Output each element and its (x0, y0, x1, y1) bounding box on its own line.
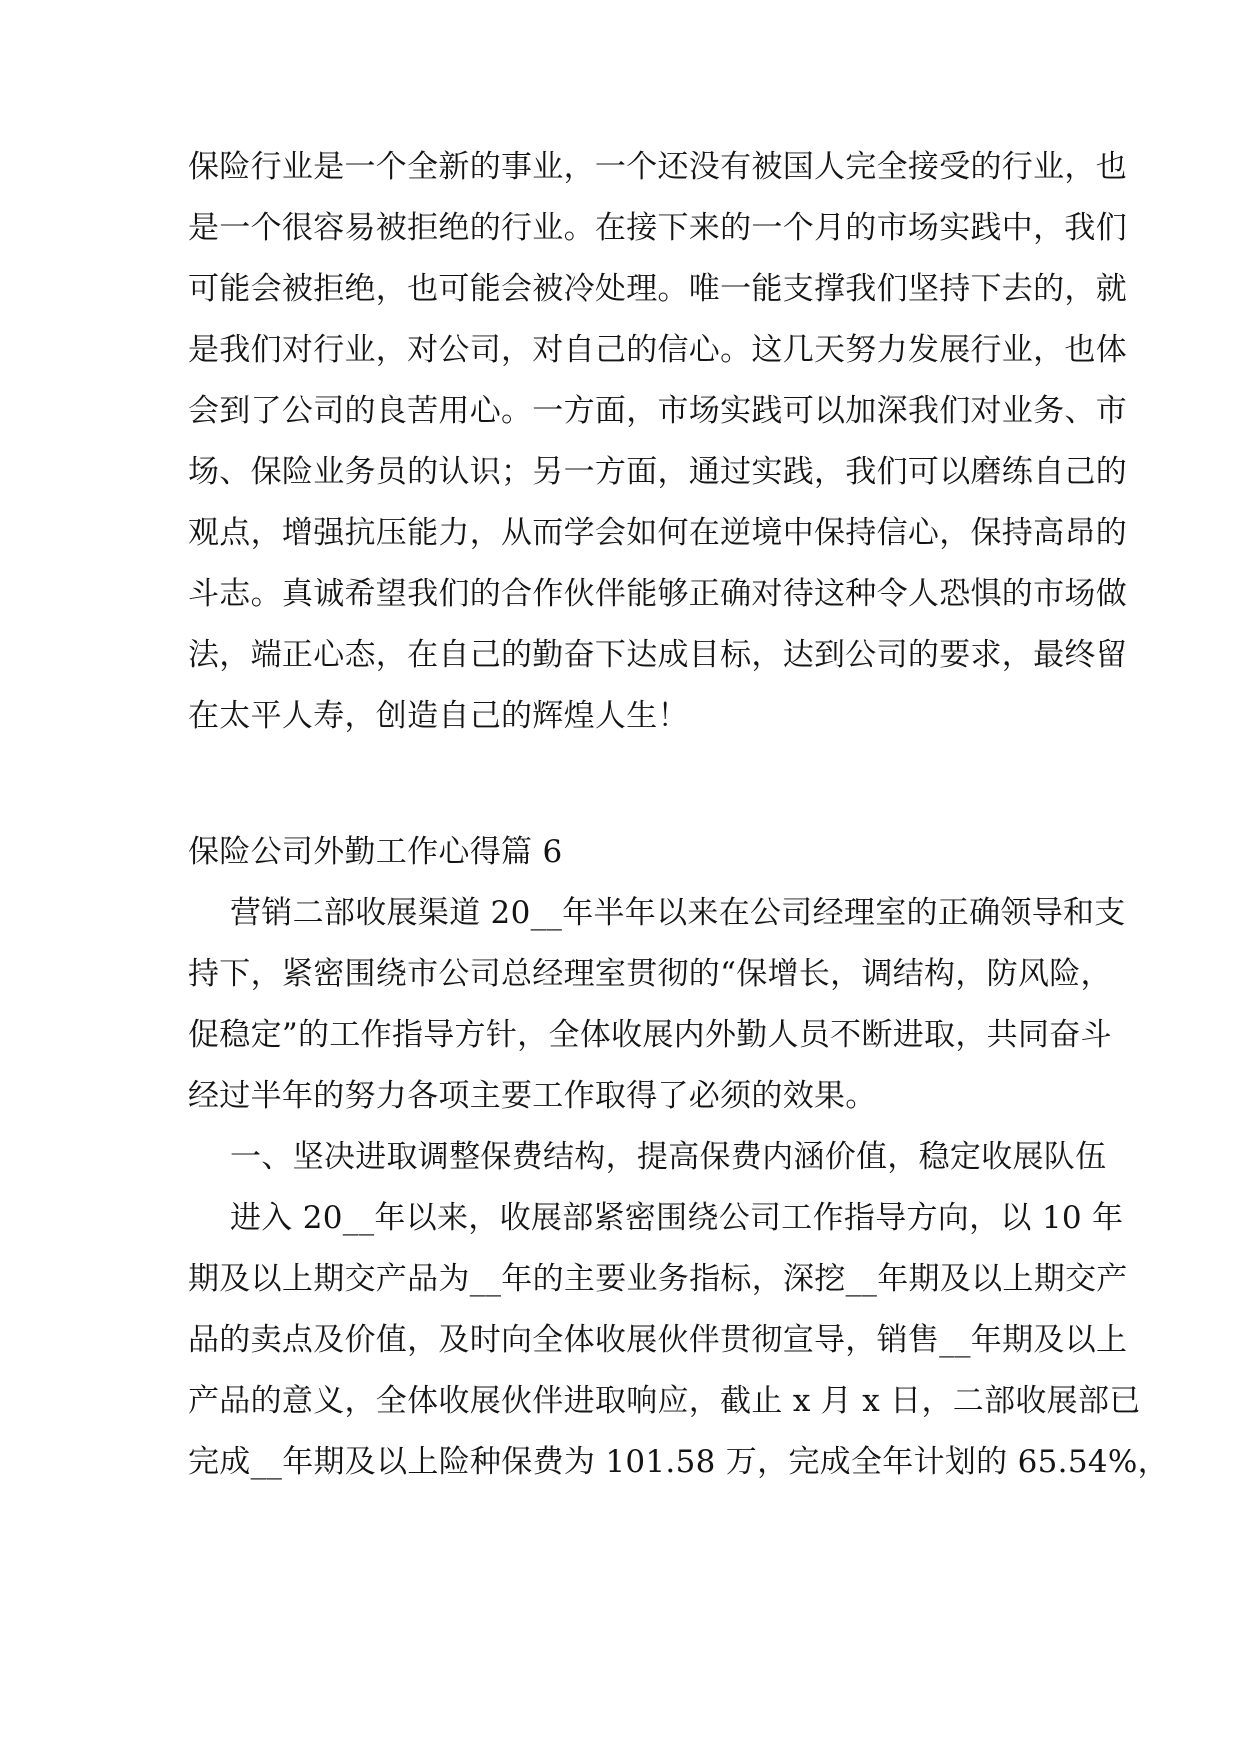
paragraph-line: 持下，紧密围绕市公司总经理室贯彻的“保增长，调结构，防风险， (188, 956, 1112, 992)
paragraph-line: 法，端正心态，在自己的勤奋下达成目标，达到公司的要求，最终留 (188, 637, 1127, 673)
paragraph-line: 斗志。真诚希望我们的合作伙伴能够正确对待这种令人恐惧的市场做 (188, 576, 1127, 612)
paragraph-line: 促稳定”的工作指导方针，全体收展内外勤人员不断进取，共同奋斗 (188, 1017, 1112, 1053)
paragraph-line: 期及以上期交产品为__年的主要业务指标，深挖__年期及以上期交产 (188, 1261, 1128, 1297)
paragraph-line: 观点，增强抗压能力，从而学会如何在逆境中保持信心，保持高昂的 (188, 515, 1127, 551)
paragraph-line: 完成__年期及以上险种保费为 101.58 万，完成全年计划的 65.54%， (188, 1444, 1169, 1480)
paragraph-line: 是我们对行业，对公司，对自己的信心。这几天努力发展行业，也体 (188, 332, 1127, 368)
paragraph-line: 保险行业是一个全新的事业，一个还没有被国人完全接受的行业，也 (188, 149, 1127, 185)
paragraph-line: 进入 20__年以来，收展部紧密围绕公司工作指导方向，以 10 年 (230, 1200, 1124, 1236)
paragraph-line: 营销二部收展渠道 20__年半年以来在公司经理室的正确领导和支 (230, 895, 1126, 931)
subheading: 一、坚决进取调整保费结构，提高保费内涵价值，稳定收展队伍 (230, 1139, 1107, 1175)
paragraph-line: 会到了公司的良苦用心。一方面，市场实践可以加深我们对业务、市 (188, 393, 1127, 429)
paragraph-line: 可能会被拒绝，也可能会被冷处理。唯一能支撑我们坚持下去的，就 (188, 271, 1127, 307)
paragraph-line: 场、保险业务员的认识；另一方面，通过实践，我们可以磨练自己的 (188, 454, 1127, 490)
paragraph-line: 在太平人寿，创造自己的辉煌人生！ (188, 698, 689, 734)
paragraph-line: 经过半年的努力各项主要工作取得了必须的效果。 (188, 1078, 877, 1114)
section-title: 保险公司外勤工作心得篇 6 (188, 834, 563, 870)
paragraph-line: 品的卖点及价值，及时向全体收展伙伴贯彻宣导，销售__年期及以上 (188, 1322, 1128, 1358)
paragraph-line: 产品的意义，全体收展伙伴进取响应，截止 x 月 x 日，二部收展部已 (188, 1383, 1141, 1419)
paragraph-line: 是一个很容易被拒绝的行业。在接下来的一个月的市场实践中，我们 (188, 210, 1127, 246)
